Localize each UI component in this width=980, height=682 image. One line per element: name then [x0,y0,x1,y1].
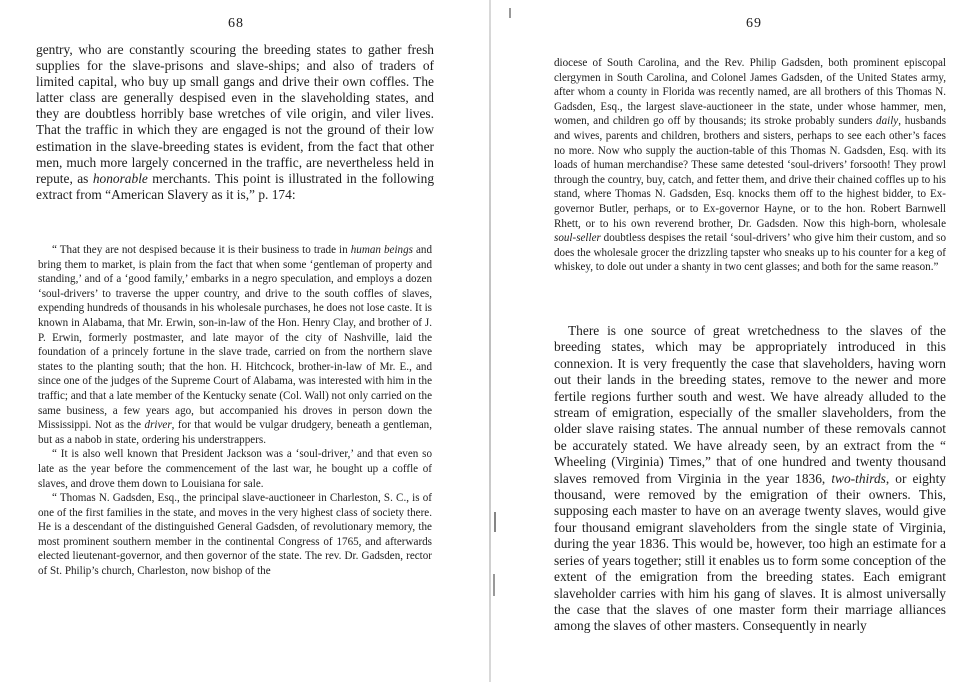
intro-text-1: gentry, who are constantly scouring the breeding states to gather fresh supplies for the slave-prisons and slave-ships; and also of traders of limited capital, who buy up small gangs and drive their own coffles. The latter class are generally despised even in the slaveholding states, and they are doubtless horribly base wretches of vile origin, and viler lives. That the traffic in which they are engaged is not the ground of their low estimation in the slave-breeding states is evident, from the fact that other men, much more largely concerned in the traffic, are nevertheless held in repute, as [36,42,434,186]
body-text-b: , or eighty thousand, were removed by the emigration of their owners. This, supposing each master to have on an average twenty slaves, would give four thousand emigrant slaveholders from the single state of Virginia, during the year 1836. This would be, however, too high an estimate for a series of years together; still it enables us to form some conception of the extent of the emigration from the breeding states. Each emigrant slaveholder carries with him his gang of slaves. It is almost universally the case that the slaves of one master form their marriage alliances among the slaves of other masters. Consequently in nearly [554,470,946,634]
body-text-a: There is one source of great wretchedness to the slaves of the breeding states, which may be appropriately introduced in this connexion. It is very frequently the case that slaveholders, having worn out their lands in the breeding states, remove to the newer and more fertile regions further south and west. We have already alluded to the stream of emigration, especially of the smaller slaveholders, from the older slave raising states. The annual number of these removals cannot be accurately stated. We have already seen, by an extract from the “ Wheeling (Virginia) Times,” that of one hundred and twenty thousand slaves removed from Virginia in the year 1836, [554,323,946,486]
quote-1-text-b: and bring them to market, is plain from the fact that when some ‘gentleman of property and standing,’ and of a ‘good family,’ embarks in a negro speculation, and employs a dozen ‘soul-drivers’ to traverse the upper country, and drive to the south coffles of slaves, expending hundreds of thousands in his wholesale purchases, he does not lose caste. It is known in Alabama, that Mr. Erwin, son-in-law of the Hon. Henry Clay, and brother of J. P. Erwin, formerly postmaster, and late mayor of the city of Nashville, laid the foundation of a princely fortune in the slave trade, carried on from the northern slave states to the planting south; that the hon. H. Hitchcock, brother-in-law of Mr. E., and since one of the judges of the Supreme Court of Alabama, was interested with him in the traffic; and that a late member of the Kentucky senate (Col. Wall) not only carried on the same business, a few years ago, but accompanied his droves in person down the Mississippi. Not as the [38,244,433,432]
quote-block-left [38,243,432,579]
quote-cont-text-b: , husbands and wives, parents and children, brothers and sisters, perhaps to see each other’s faces no more. Now who supply the auction-table of this Thomas N. Gadsden, Esq. with its loads of human merchandise? These same detested ‘soul-drivers’ forsooth! They prowl through the country, buy, catch, and fetter them, and drive their chained coffles up to his stand, where Thomas N. Gadsden, Esq. knocks them off to the highest bidder, to Ex-governor Butler, perhaps, or to Ex-governor Hayne, or to the hon. Robert Barnwell Rhett, or to his own reverend brother, Dr. Gadsden. Now this high-born, wholesale [554,115,947,230]
quote-paragraph-1 [38,243,432,447]
quote-cont-italic-a: daily [876,115,899,128]
quote-1-italic-b: driver [144,419,172,432]
quote-paragraph-3: “ Thomas N. Gadsden, Esq., the principal slave-auctioneer in Charleston, S. C., is of one of the first families in the state, and moves in the very highest class of society there. He is a descendant of the distinguished General Gadsden, of revolutionary memory, the most prominent southern member in the continental Congress of 1765, and afterwards elected lieutenant-governor, and then governor of the state. The rev. Dr. Gadsden, rector of St. Philip’s church, Charleston, now bishop of the [38,492,432,578]
quote-1-italic-a: human beings [350,244,413,256]
quote-cont-text-a: diocese of South Carolina, and the Rev. Philip Gadsden, both prominent episcopal clergymen in South Carolina, and Colonel James Gadsden, of the United States army, after whom a county in Florida was recently named, are all brothers of this Thomas N. Gadsden, Esq., the largest slave-auctioneer in the state, under whose hammer, men, women, and children go off by thousands; its stroke probably sunders [554,57,946,128]
quote-cont-italic-b: soul-seller [554,232,601,245]
page-number-right: 69 [746,16,762,31]
page-number-left: 68 [228,16,244,31]
intro-paragraph [36,42,434,203]
quote-cont-text-c: doubtless despises the retail ‘soul-drivers’ who give him their custom, and so does the wholesale grocer the drizzling tapster who sneaks up to his counter for a keg of whiskey, to dole out under a shanty in two cent glasses; and both for the same reason.” [554,232,946,274]
body-paragraph [554,323,946,635]
quote-1-text-c: , for that would be vulgar drudgery, beneath a gentleman, but as a nabob in state, ordering his understrappers. [38,419,432,446]
body-italic: two-thirds [831,470,886,486]
quote-paragraph-2: “ It is also well known that President Jackson was a ‘soul-driver,’ and that even so late as the year before the commencement of the last war, he bought up a coffle of slaves, and drove them down to Louisiana for sale. [38,448,432,490]
right-page [490,0,980,682]
quote-continuation [554,56,946,275]
intro-italic: honorable [92,170,148,186]
intro-text-2: merchants. This point is illustrated in the following extract from “American Slavery as it is,” p. 174: [36,170,435,202]
quote-1-text-a: “ That they are not despised because it is their business to trade in [52,244,351,256]
